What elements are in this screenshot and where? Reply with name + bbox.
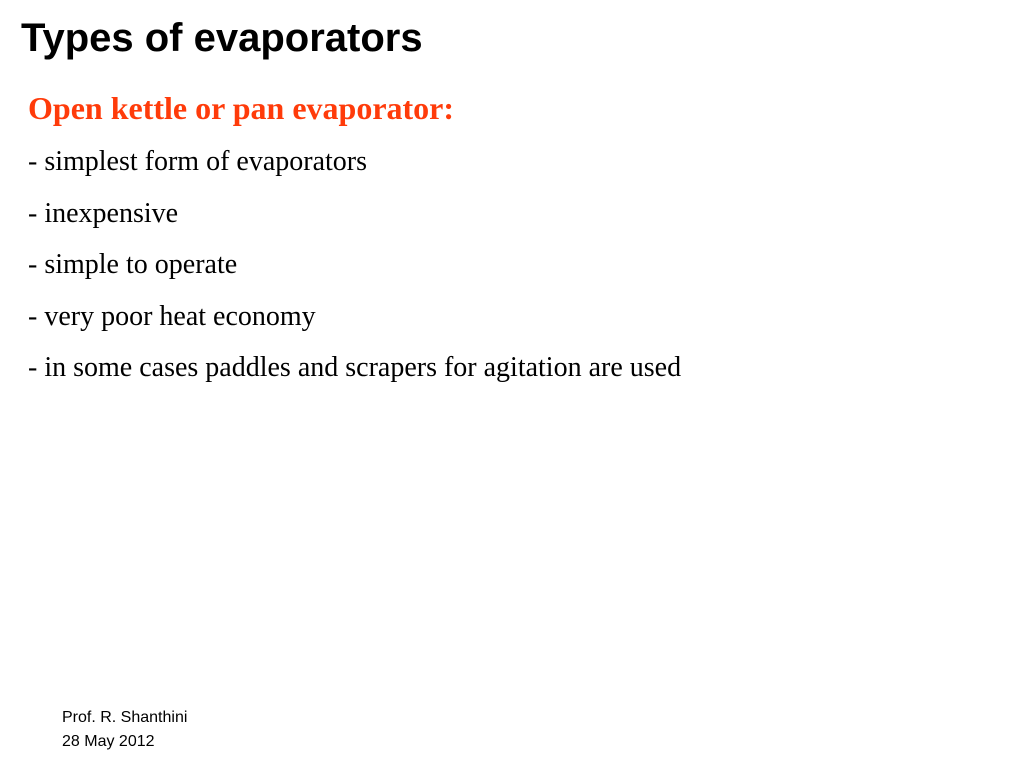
bullet-list [28,142,681,400]
slide-title: Types of evaporators [21,16,423,60]
bullet-item: - simplest form of evaporators [28,146,368,177]
footer-date: 28 May 2012 [62,733,155,750]
slide-subtitle: Open kettle or pan evaporator: [28,90,455,126]
bullet-item: - simple to operate [28,249,238,280]
bullet-item: - very poor heat economy [28,300,316,332]
footer-author: Prof. R. Shanthini [62,709,188,726]
bullet-item: - inexpensive [28,197,179,229]
bullet-item: - in some cases paddles and scrapers for agitation are used [28,352,682,383]
footer [62,706,187,754]
